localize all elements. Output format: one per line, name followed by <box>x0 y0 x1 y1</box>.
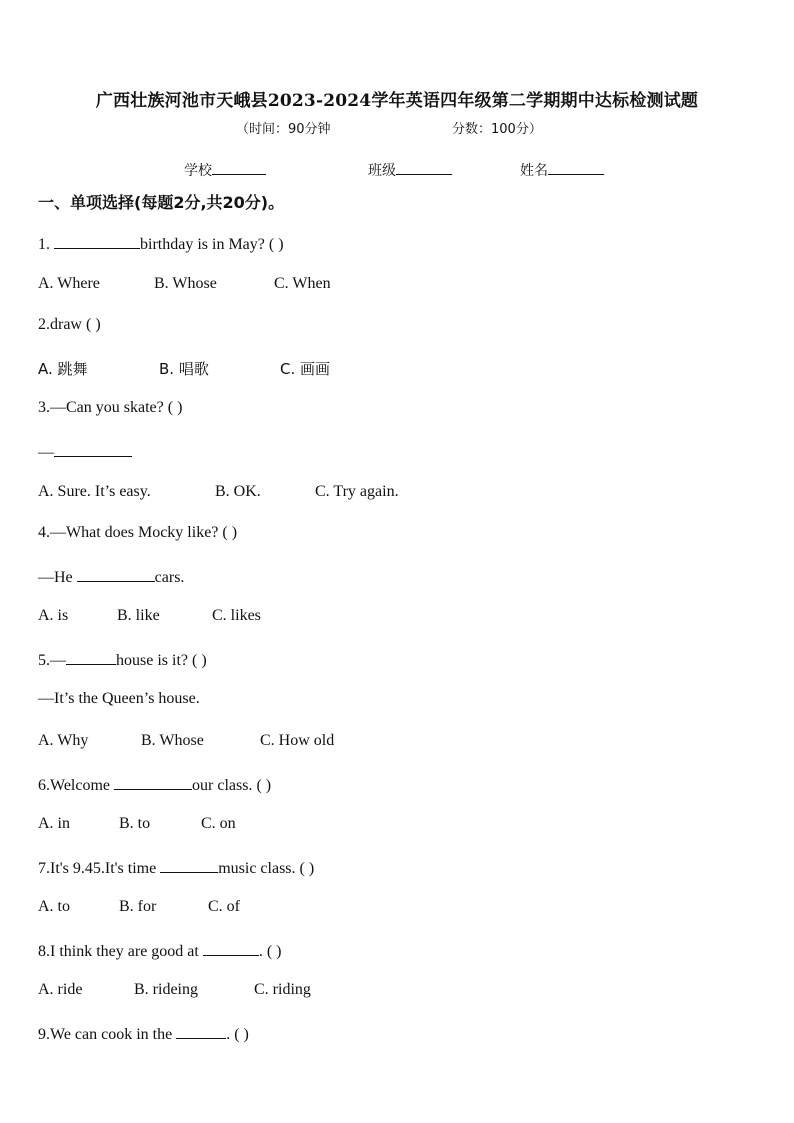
section-heading: 一、单项选择(每题2分,共20分)。 <box>38 193 285 212</box>
answer-blank[interactable] <box>54 441 132 457</box>
answer-blank[interactable] <box>66 649 116 665</box>
question-3-answer-line: — <box>38 441 132 462</box>
question-7-stem: 7.It's 9.45.It's time music class. ( ) <box>38 857 314 878</box>
option-b[interactable]: B. Whose <box>154 275 217 292</box>
exam-score: 分数：100分） <box>452 122 542 137</box>
question-2-stem: 2.draw ( ) <box>38 316 101 333</box>
option-a[interactable]: A. is <box>38 607 69 624</box>
option-a[interactable]: A. in <box>38 815 70 832</box>
class-field <box>368 160 452 180</box>
option-b[interactable]: B. Whose <box>141 732 204 749</box>
question-5-answer-line: —It’s the Queen’s house. <box>38 690 200 707</box>
option-b[interactable]: B. OK. <box>215 483 261 500</box>
option-c[interactable]: C. Try again. <box>315 483 399 500</box>
option-a[interactable]: A. Where <box>38 275 100 292</box>
name-blank[interactable] <box>548 160 604 175</box>
school-label: 学校 <box>184 163 212 179</box>
question-5-options <box>38 732 334 750</box>
answer-blank[interactable] <box>54 233 140 249</box>
question-4-stem: 4.—What does Mocky like? ( ) <box>38 524 238 541</box>
option-c[interactable]: C. on <box>201 815 236 832</box>
question-8-stem: 8.I think they are good at . ( ) <box>38 940 282 961</box>
page-title: 广西壮族河池市天峨县2023-2024学年英语四年级第二学期期中达标检测试题 <box>95 91 699 111</box>
option-c[interactable]: C. How old <box>260 732 335 749</box>
option-a[interactable]: A. to <box>38 898 70 915</box>
answer-blank[interactable] <box>77 566 155 582</box>
question-5-stem: 5.— house is it? ( ) <box>38 649 207 670</box>
option-c[interactable]: C. riding <box>254 981 311 998</box>
answer-blank[interactable] <box>114 774 192 790</box>
option-c[interactable]: C. When <box>274 275 331 292</box>
question-6-options <box>38 815 236 833</box>
answer-blank[interactable] <box>176 1023 226 1039</box>
name-field <box>520 160 604 180</box>
option-c[interactable]: C. of <box>208 898 240 915</box>
option-a[interactable]: A. ride <box>38 981 83 998</box>
answer-blank[interactable] <box>203 940 259 956</box>
question-3-stem: 3.—Can you skate? ( ) <box>38 399 183 416</box>
option-a[interactable]: A. 跳舞 <box>38 360 88 378</box>
option-b[interactable]: B. for <box>119 898 157 915</box>
class-blank[interactable] <box>396 160 452 175</box>
option-b[interactable]: B. to <box>119 815 151 832</box>
option-a[interactable]: A. Sure. It’s easy. <box>38 483 151 500</box>
option-a[interactable]: A. Why <box>38 732 89 749</box>
question-1-stem: 1. birthday is in May? ( ) <box>38 233 284 254</box>
question-7-options <box>38 898 240 916</box>
question-6-stem: 6.Welcome our class. ( ) <box>38 774 271 795</box>
question-4-options <box>38 607 261 625</box>
question-3-options <box>38 483 399 501</box>
question-9-stem: 9.We can cook in the . ( ) <box>38 1023 249 1044</box>
question-4-answer-line: —He cars. <box>38 566 184 587</box>
name-label: 姓名 <box>520 163 548 179</box>
class-label: 班级 <box>368 163 396 179</box>
option-c[interactable]: C. 画画 <box>280 360 331 378</box>
option-c[interactable]: C. likes <box>212 607 261 624</box>
question-1-options <box>38 275 331 293</box>
school-blank[interactable] <box>212 160 266 175</box>
option-b[interactable]: B. 唱歌 <box>159 360 209 378</box>
option-b[interactable]: B. rideing <box>134 981 198 998</box>
answer-blank[interactable] <box>160 857 218 873</box>
school-field <box>184 160 266 180</box>
option-b[interactable]: B. like <box>117 607 160 624</box>
question-8-options <box>38 981 311 999</box>
exam-time: （时间：90分钟 <box>236 122 331 137</box>
question-2-options <box>38 358 330 379</box>
